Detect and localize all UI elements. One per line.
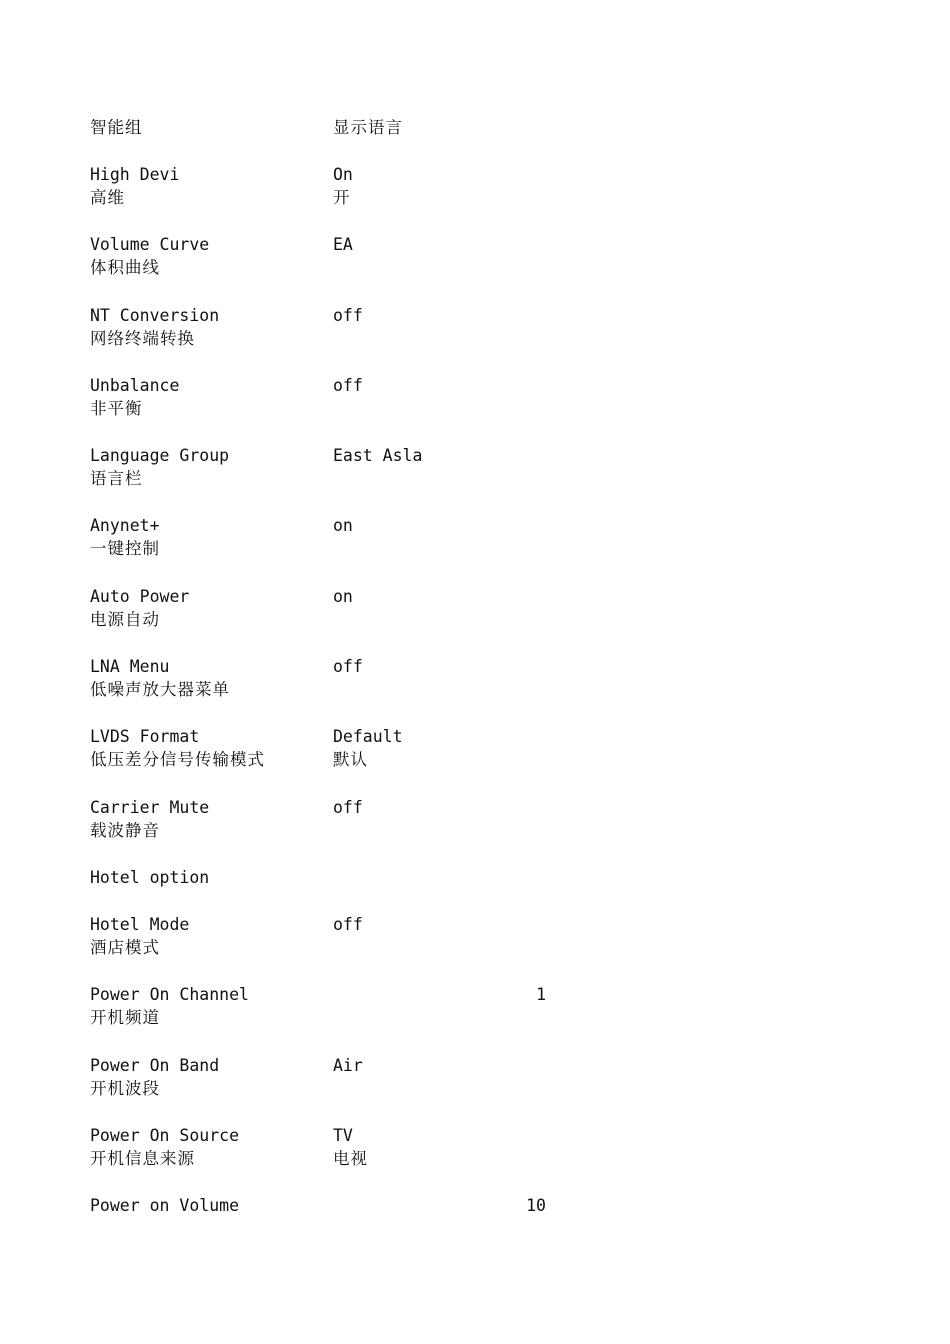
setting-name-zh: 开机波段: [90, 1078, 160, 1098]
setting-value-en: off: [333, 797, 363, 817]
table-row: [90, 1054, 570, 1124]
setting-value: [333, 725, 533, 771]
setting-name-en: Anynet+: [90, 516, 160, 536]
setting-name-zh: 非平衡: [90, 398, 143, 418]
setting-name-zh: 语言栏: [90, 469, 143, 489]
table-row: [90, 444, 570, 514]
setting-value: [333, 514, 533, 537]
setting-value-en: Air: [333, 1055, 363, 1075]
table-row: [90, 374, 570, 444]
table-row: [90, 585, 570, 655]
table-row: [90, 913, 570, 983]
setting-value: [333, 233, 533, 256]
setting-name: [90, 866, 330, 889]
setting-value: [333, 163, 533, 209]
setting-name-en: NT Conversion: [90, 305, 220, 325]
setting-value-en: off: [333, 914, 363, 934]
setting-name-zh: 低噪声放大器菜单: [90, 680, 230, 700]
setting-value-zh: 默认: [333, 750, 368, 770]
table-row: [90, 1194, 570, 1264]
setting-name-en: Power On Band: [90, 1055, 220, 1075]
setting-value-en: East Asla: [333, 446, 423, 466]
setting-name-en: Hotel option: [90, 867, 210, 887]
setting-name-zh: 电源自动: [90, 609, 160, 629]
setting-name: [90, 514, 330, 560]
table-row: [90, 233, 570, 303]
setting-name-en: Language Group: [90, 446, 230, 466]
setting-number: [333, 1194, 546, 1217]
setting-value: [333, 796, 533, 819]
setting-name: [90, 913, 330, 959]
setting-name-en: LNA Menu: [90, 657, 170, 677]
setting-value-en: off: [333, 657, 363, 677]
setting-value: [333, 913, 533, 936]
setting-value-zh: 开: [333, 188, 351, 207]
setting-number-text: 1: [536, 985, 546, 1005]
setting-name-zh: 载波静音: [90, 820, 160, 840]
setting-value: [333, 444, 533, 467]
setting-name: [90, 1194, 330, 1217]
table-row: [90, 725, 570, 795]
setting-value-en: Default: [333, 727, 403, 747]
setting-value-en: on: [333, 586, 353, 606]
setting-name-zh: 开机频道: [90, 1008, 160, 1028]
setting-name-en: Hotel Mode: [90, 914, 190, 934]
setting-name: [90, 983, 330, 1029]
setting-name: [90, 725, 330, 771]
header-name-text: 智能组: [90, 118, 143, 137]
setting-name: [90, 655, 330, 701]
setting-value-zh: 电视: [333, 1148, 368, 1168]
setting-name: [90, 796, 330, 842]
table-row: [90, 983, 570, 1053]
table-header: [90, 116, 570, 140]
setting-name: [90, 233, 330, 279]
setting-name-zh: 一键控制: [90, 539, 160, 559]
setting-number: [333, 983, 546, 1006]
setting-value: [333, 585, 533, 608]
header-value: [333, 116, 533, 139]
table-row: [90, 796, 570, 866]
table-row: [90, 514, 570, 584]
setting-value-en: TV: [333, 1125, 353, 1145]
setting-name: [90, 444, 330, 490]
setting-name-en: Volume Curve: [90, 235, 210, 255]
setting-number-text: 10: [526, 1196, 546, 1216]
table-row: [90, 655, 570, 725]
setting-value: [333, 304, 533, 327]
setting-value-en: off: [333, 305, 363, 325]
setting-name-en: Carrier Mute: [90, 797, 210, 817]
setting-name-zh: 酒店模式: [90, 937, 160, 957]
table-row: [90, 304, 570, 374]
setting-name: [90, 585, 330, 631]
setting-value-en: off: [333, 375, 363, 395]
setting-name: [90, 163, 330, 209]
settings-table: [90, 163, 570, 1264]
setting-name-zh: 开机信息来源: [90, 1148, 195, 1168]
setting-name: [90, 1124, 330, 1170]
setting-name-en: LVDS Format: [90, 727, 200, 747]
setting-name: [90, 1054, 330, 1100]
setting-value-en: on: [333, 516, 353, 536]
setting-name-zh: 网络终端转换: [90, 328, 195, 348]
setting-name-en: Power on Volume: [90, 1196, 240, 1216]
setting-value-en: EA: [333, 235, 353, 255]
setting-name-en: Auto Power: [90, 586, 190, 606]
setting-value: [333, 655, 533, 678]
setting-name-zh: 体积曲线: [90, 258, 160, 278]
setting-name: [90, 304, 330, 350]
table-row: [90, 163, 570, 233]
setting-value: [333, 374, 533, 397]
setting-name-zh: 高维: [90, 188, 125, 207]
table-row: [90, 1124, 570, 1194]
setting-name-en: High Devi: [90, 165, 180, 184]
header-value-text: 显示语言: [333, 118, 403, 137]
setting-name-en: Power On Channel: [90, 985, 249, 1005]
header-name: [90, 116, 330, 139]
setting-name-zh: 低压差分信号传输模式: [90, 750, 265, 770]
setting-value-en: On: [333, 165, 353, 184]
table-row: [90, 866, 570, 913]
setting-name-en: Power On Source: [90, 1125, 240, 1145]
setting-name: [90, 374, 330, 420]
setting-name-en: Unbalance: [90, 375, 180, 395]
setting-value: [333, 1054, 533, 1077]
setting-value: [333, 1124, 533, 1170]
